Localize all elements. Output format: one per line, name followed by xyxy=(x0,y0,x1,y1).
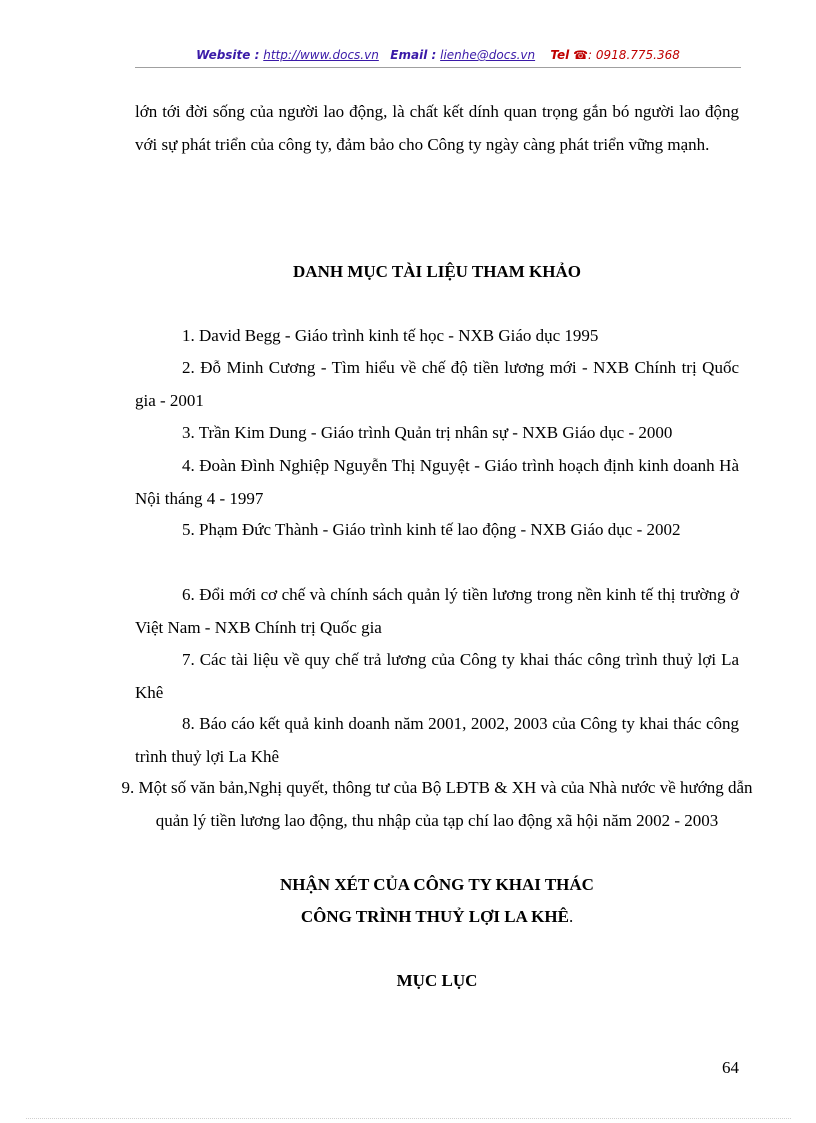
intro-paragraph: lớn tới đời sống của người lao động, là chất kết dính quan trọng gắn bó người lao động với sự phát triển của công ty, đảm bảo cho Công ty ngày càng phát triển vững mạnh. xyxy=(135,102,739,154)
toc-title: MỤC LỤC xyxy=(396,971,478,990)
email-link[interactable]: lienhe@docs.vn xyxy=(440,48,536,62)
reference-item-3: 3. Trần Kim Dung - Giáo trình Quản trị nhân sự - NXB Giáo dục - 2000 xyxy=(182,423,673,442)
reference-item-9: 9. Một số văn bản,Nghị quyết, thông tư của Bộ LĐTB & XH và của Nhà nước về hướng dẫn quản lý tiền lương lao động, thu nhập của tạp chí lao động xã hội năm 2002 - 2003 xyxy=(121,778,753,830)
review-title-period: . xyxy=(568,907,574,926)
reference-item-6: 6. Đổi mới cơ chế và chính sách quản lý tiền lương trong nền kinh tế thị trường ở Việt Nam - NXB Chính trị Quốc gia xyxy=(135,585,739,637)
email-label: Email xyxy=(390,48,428,62)
tel-label: Tel xyxy=(550,48,570,62)
reference-item-5: 5. Phạm Đức Thành - Giáo trình kinh tế lao động - NXB Giáo dục - 2002 xyxy=(182,520,681,539)
review-title-line-1: NHẬN XÉT CỦA CÔNG TY KHAI THÁC xyxy=(280,875,594,894)
references-title: DANH MỤC TÀI LIỆU THAM KHẢO xyxy=(293,262,581,281)
reference-item-8: 8. Báo cáo kết quả kinh doanh năm 2001, 2002, 2003 của Công ty khai thác công trình thuỷ lợi La Khê xyxy=(135,714,739,766)
email-separator: : xyxy=(427,48,437,62)
phone-number: : 0918.775.368 xyxy=(588,48,680,62)
review-title-line-2-text: CÔNG TRÌNH THUỶ LỢI LA KHÊ xyxy=(300,907,569,926)
page-header xyxy=(135,48,741,62)
phone-icon: ☎ xyxy=(573,48,589,62)
page-number: 64 xyxy=(722,1058,739,1077)
website-label: Website : xyxy=(196,48,260,62)
review-title-line-2 xyxy=(135,901,739,934)
footer-dotted-line xyxy=(26,1118,791,1119)
header-divider xyxy=(135,67,741,68)
website-link[interactable]: http://www.docs.vn xyxy=(263,48,379,62)
reference-item-7: 7. Các tài liệu về quy chế trả lương của Công ty khai thác công trình thuỷ lợi La Khê xyxy=(135,650,739,702)
reference-item-1: 1. David Begg - Giáo trình kinh tế học - NXB Giáo dục 1995 xyxy=(182,326,599,345)
reference-item-4: 4. Đoàn Đình Nghiệp Nguyễn Thị Nguyệt - Giáo trình hoạch định kinh doanh Hà Nội tháng 4 - 1997 xyxy=(135,456,739,508)
reference-item-2: 2. Đỗ Minh Cương - Tìm hiểu về chế độ tiền lương mới - NXB Chính trị Quốc gia - 2001 xyxy=(135,358,739,410)
